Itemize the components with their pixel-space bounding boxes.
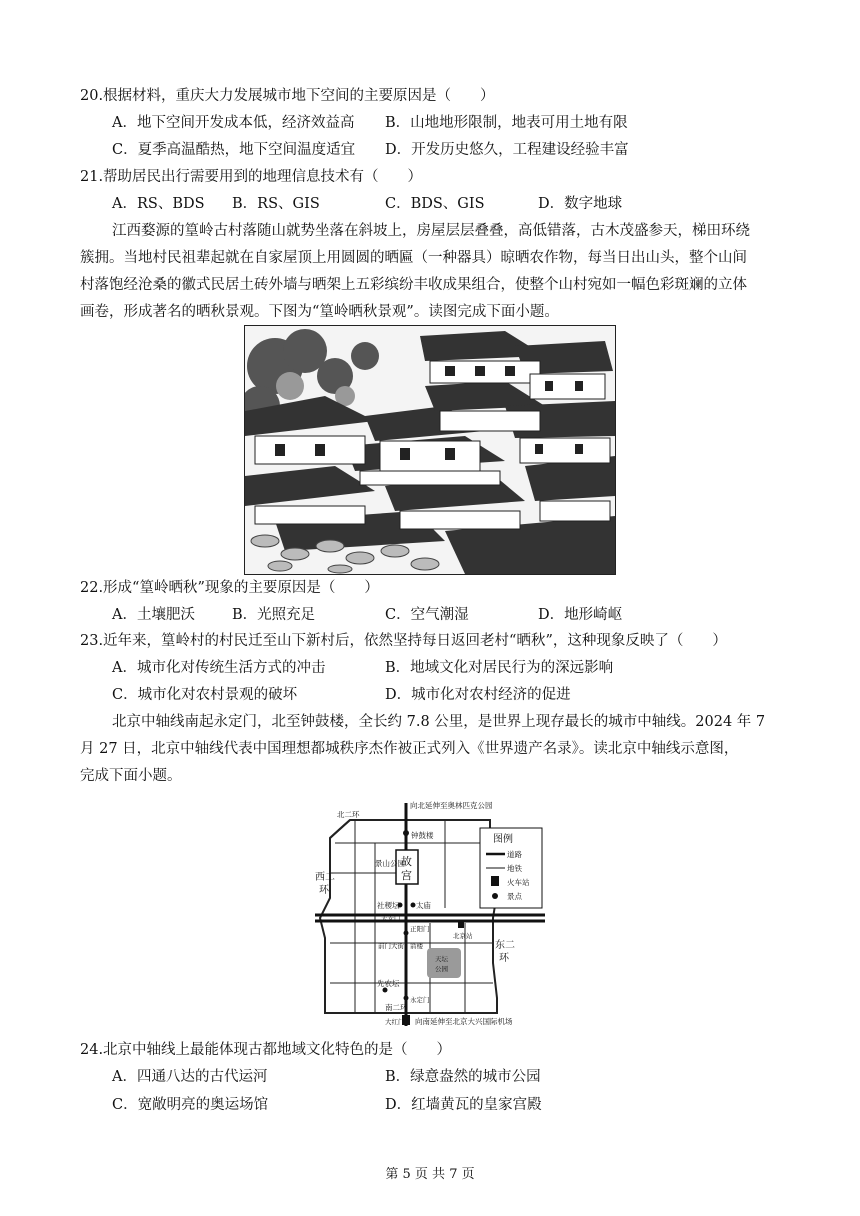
q22-option-b: B．光照充足 <box>232 607 316 623</box>
map-label-jingshan: 景山公园 <box>375 859 405 868</box>
legend-subway: 地铁 <box>507 864 522 873</box>
legend-road: 道路 <box>507 850 522 859</box>
q23-stem: 23.近年来，篁岭村的村民迁至山下新村后，依然坚持每日返回老村“晒秋”，这种现象反映了（ ） <box>80 633 727 649</box>
page-footer: 第 5 页 共 7 页 <box>385 1167 475 1182</box>
beijing-central-axis-map <box>315 798 545 1030</box>
q21-stem: 21.帮助居民出行需要用到的地理信息技术有（ ） <box>80 169 423 185</box>
q24-option-b: B．绿意盎然的城市公园 <box>385 1069 541 1085</box>
axis-map-svg <box>315 798 545 1030</box>
map-label-east-ring-1: 东二 <box>495 940 515 951</box>
passage1-line-2: 簇拥。当地村民祖辈起就在自家屋顶上用圆圆的晒匾（一种器具）晾晒农作物，每当日出山头，整个山间 <box>80 250 747 266</box>
tiantan-park-area <box>427 948 461 978</box>
q20-option-d: D．开发历史悠久，工程建设经验丰富 <box>385 142 629 158</box>
passage2-line-1: 北京中轴线南起永定门，北至钟鼓楼，全长约 7.8 公里，是世界上现存最长的城市中轴线。2024 年 7 <box>112 714 766 730</box>
map-label-south-ext: 向南延伸至北京大兴国际机场 <box>415 1017 513 1026</box>
q21-option-a: A．RS、BDS <box>112 196 205 212</box>
map-label-tiantan-1: 天坛 <box>435 956 448 963</box>
map-label-taimiao: 太庙 <box>416 901 431 910</box>
q21-option-b: B．RS、GIS <box>232 196 320 212</box>
passage1-line-3: 村落饱经沧桑的徽式民居土砖外墙与晒架上五彩缤纷丰收成果组合，使整个山村宛如一幅色彩斑斓的立体 <box>80 277 747 293</box>
q23-option-c: C．城市化对农村景观的破坏 <box>112 687 298 703</box>
map-label-sheji: 社稷坛 <box>377 901 400 910</box>
q22-stem: 22.形成“篁岭晒秋”现象的主要原因是（ ） <box>80 580 379 596</box>
q23-option-b: B．地域文化对居民行为的深远影响 <box>385 660 614 676</box>
map-label-north-ring: 北二环 <box>337 810 360 819</box>
legend-title: 图例 <box>493 834 513 845</box>
passage2-line-2: 月 27 日，北京中轴线代表中国理想都城秩序杰作被正式列入《世界遗产名录》。读北京中轴线示意图， <box>80 741 739 757</box>
q20-option-b: B．山地地形限制，地表可用土地有限 <box>385 115 628 131</box>
legend-spot: 景点 <box>507 892 522 901</box>
q20-stem: 20.根据材料，重庆大力发展城市地下空间的主要原因是（ ） <box>80 88 495 104</box>
map-label-zhengyang: 正阳门 <box>410 926 430 933</box>
map-label-gugong-1: 故 <box>401 856 412 868</box>
q21-option-c: C．BDS、GIS <box>385 196 485 212</box>
map-label-west-ring-1: 西二 <box>315 872 335 883</box>
map-label-dahongmen: 大红门 <box>385 1019 405 1026</box>
map-label-jianlou: 箭楼 <box>410 943 423 950</box>
passage2-line-3: 完成下面小题。 <box>80 768 182 784</box>
map-label-beijing-station: 北京站 <box>453 933 473 940</box>
map-label-qianmen: 前门大街 <box>378 943 404 950</box>
q22-option-c: C．空气潮湿 <box>385 607 469 623</box>
q24-option-a: A．四通八达的古代运河 <box>112 1069 268 1085</box>
map-label-north-ext: 向北延伸至奥林匹克公园 <box>410 801 493 810</box>
q24-option-d: D．红墙黄瓦的皇家宫殿 <box>385 1097 542 1113</box>
village-sketch <box>245 326 615 574</box>
passage1-line-1: 江西婺源的篁岭古村落随山就势坐落在斜坡上，房屋层层叠叠，高低错落，古木茂盛参天，梯田环绕 <box>112 223 750 239</box>
q23-option-d: D．城市化对农村经济的促进 <box>385 687 571 703</box>
q20-option-a: A．地下空间开发成本低，经济效益高 <box>112 115 355 131</box>
q20-option-c: C．夏季高温酷热，地下空间温度适宜 <box>112 142 356 158</box>
map-label-east-ring-2: 环 <box>499 953 509 964</box>
map-label-xiannong: 先农坛 <box>377 979 400 988</box>
map-label-west-ring-2: 环 <box>319 885 329 896</box>
q24-stem: 24.北京中轴线上最能体现古都地域文化特色的是（ ） <box>80 1042 452 1058</box>
map-label-bell-tower: 钟鼓楼 <box>411 831 434 840</box>
q22-option-d: D．地形崎岖 <box>538 607 623 623</box>
q24-option-c: C．宽敞明亮的奥运场馆 <box>112 1097 269 1113</box>
map-label-gugong-2: 宫 <box>401 870 412 882</box>
map-label-south-ring: 南二环 <box>385 1003 408 1012</box>
huangling-village-image <box>244 325 616 575</box>
passage1-line-4: 画卷，形成著名的晒秋景观。下图为“篁岭晒秋景观”。读图完成下面小题。 <box>80 304 559 320</box>
legend-station: 火车站 <box>507 878 530 887</box>
map-label-tiantan-2: 公园 <box>435 966 448 973</box>
q21-option-d: D．数字地球 <box>538 196 623 212</box>
q23-option-a: A．城市化对传统生活方式的冲击 <box>112 660 326 676</box>
map-label-tiananmen: 天安门 <box>381 915 401 922</box>
q22-option-a: A．土壤肥沃 <box>112 607 195 623</box>
map-label-yongding: 永定门 <box>410 997 430 1004</box>
